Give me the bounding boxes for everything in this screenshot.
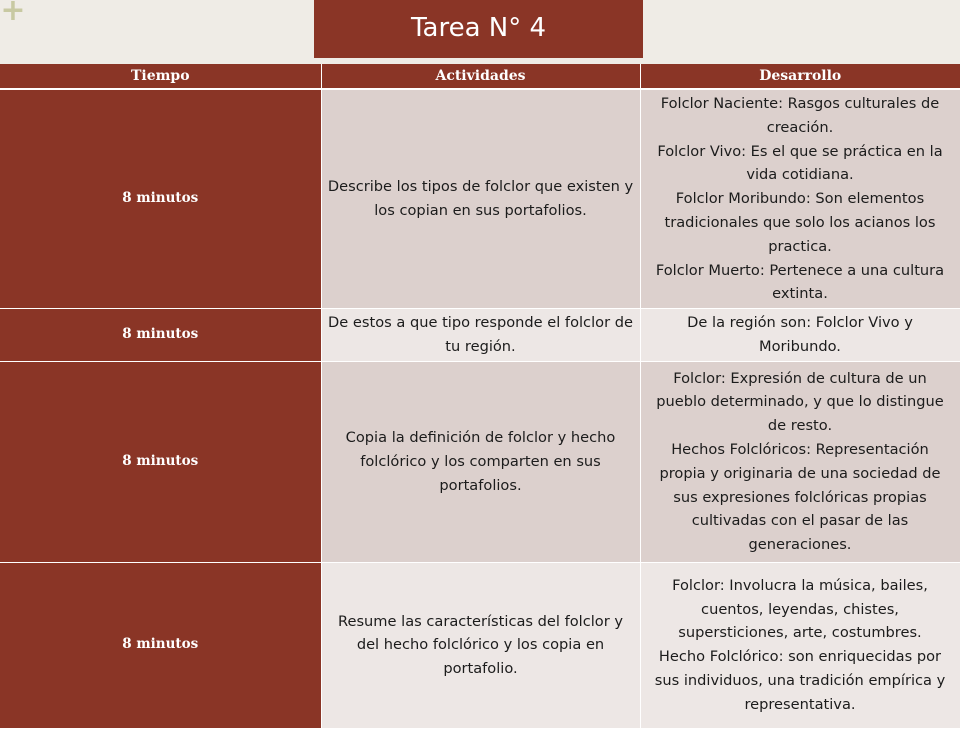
table-row [0,309,960,362]
development-line: Folclor: Involucra la música, bailes, cuentos, leyendas, chistes, supersticiones, arte, costumbres. [672,576,928,642]
activity-cell: De estos a que tipo responde el folclor de tu región. [321,309,640,362]
development-line: Hecho Folclórico: son enriquecidas por sus individuos, una tradición empírica y representativa. [654,648,946,713]
development-cell [640,309,960,362]
plus-icon: + [0,0,26,28]
activity-cell: Describe los tipos de folclor que existen y los copian en sus portafolios. [321,89,640,309]
development-cell [640,562,960,728]
development-line: Hechos Folclóricos: Representación propia y originaria de una sociedad de sus expresiones folclóricas propias cultivadas con el pasar de las generaciones. [659,440,941,554]
activity-cell: Copia la definición de folclor y hecho folclórico y los comparten en sus portafolios. [321,361,640,562]
development-line: Folclor Muerto: Pertenece a una cultura extinta. [655,261,945,303]
development-line: Folclor Moribundo: Son elementos tradicionales que solo los acianos los practica. [664,190,936,255]
time-cell: 8 minutos [0,562,321,728]
table-header-row [0,64,960,89]
time-cell: 8 minutos [0,89,321,309]
header-actividades: Actividades [321,64,640,89]
development-line: Folclor Vivo: Es el que se práctica en la vida cotidiana. [657,142,943,184]
header-desarrollo: Desarrollo [640,64,960,89]
table-row [0,361,960,562]
development-line: Folclor: Expresión de cultura de un pueblo determinado, y que lo distingue de resto. [656,369,944,435]
header-tiempo: Tiempo [0,64,321,89]
development-cell [640,89,960,309]
development-line: De la región son: Folclor Vivo y Moribundo. [687,314,913,355]
task-table [0,64,960,729]
time-cell: 8 minutos [0,361,321,562]
development-cell [640,361,960,562]
table-row [0,89,960,309]
development-line: Folclor Naciente: Rasgos culturales de creación. [660,95,940,136]
slide-title: Tarea N° 4 [314,0,643,58]
time-cell: 8 minutos [0,309,321,362]
activity-cell: Resume las características del folclor y del hecho folclórico y los copia en portafolio. [321,562,640,728]
table-row [0,562,960,728]
